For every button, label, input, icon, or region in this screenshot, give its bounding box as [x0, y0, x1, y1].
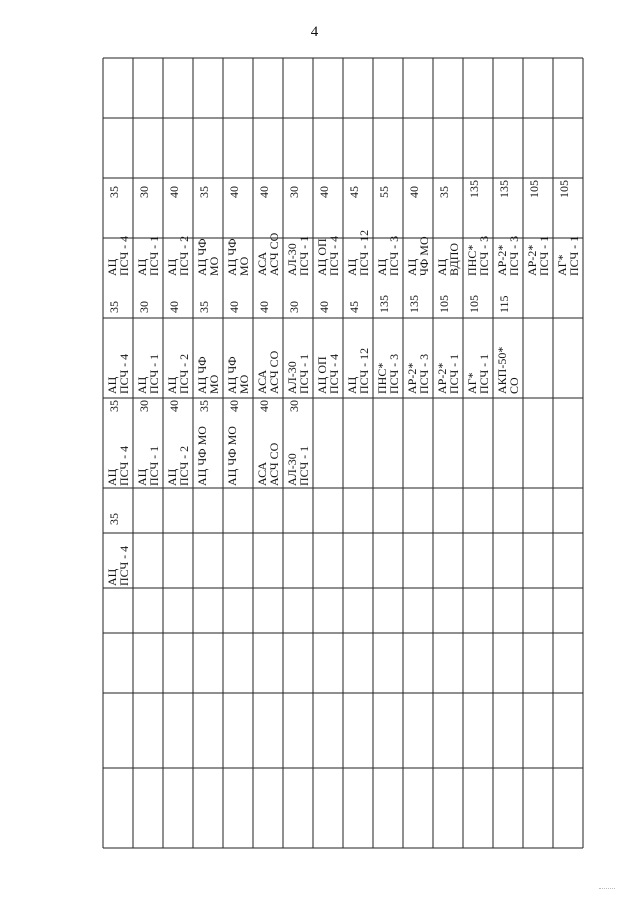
cell-label: АЦ ВДПО [435, 242, 461, 276]
cell-label: АСА АСЧ СО [255, 350, 281, 394]
cell-label: АЦ ПСЧ - 1 [135, 445, 161, 486]
page-number: 4 [310, 24, 319, 40]
cell-value: 105 [557, 180, 571, 198]
cell-label: АЦ ЧФ МО [195, 238, 221, 276]
cell-value: 30 [287, 400, 301, 412]
cell-value: 105 [527, 180, 541, 198]
cell-value: 40 [167, 400, 181, 412]
cell-value: 35 [107, 186, 121, 198]
cell-value: 35 [197, 400, 211, 412]
cell-label: АЦ ПСЧ - 1 [135, 353, 161, 394]
cell-label: АЦ ПСЧ - 4 [105, 545, 131, 586]
cell-label: АЦ ЧФ МО [225, 356, 251, 394]
cell-value: 40 [317, 186, 331, 198]
cell-label: АЦ ЧФ МО [405, 236, 431, 276]
cell-label: АКП-50* СО [495, 346, 521, 394]
cell-value: 35 [107, 400, 121, 412]
cell-label: АЦ ЧФ МО [225, 238, 251, 276]
cell-label: АЦ ЧФ МО [195, 426, 209, 486]
cell-value: 35 [107, 301, 121, 313]
cell-label: АР-2* ПСЧ - 3 [405, 353, 431, 394]
cell-value: 40 [257, 186, 271, 198]
cell-label: АЛ-30 ПСЧ - 1 [285, 353, 311, 394]
cell-label: АЛ-30 ПСЧ - 1 [285, 235, 311, 276]
cell-value: 40 [257, 301, 271, 313]
cell-label: ПНС* ПСЧ - 3 [375, 353, 401, 394]
cell-value: 105 [437, 295, 451, 313]
cell-value: 35 [107, 513, 121, 525]
cell-value: 55 [377, 186, 391, 198]
cell-label: АГ* ПСЧ - 1 [555, 235, 581, 276]
cell-label: АЦ ПСЧ - 12 [345, 229, 371, 276]
cell-value: 40 [227, 186, 241, 198]
cell-value: 135 [467, 180, 481, 198]
cell-label: ПНС* ПСЧ - 3 [465, 235, 491, 276]
cell-value: 40 [167, 301, 181, 313]
cell-value: 30 [287, 301, 301, 313]
cell-value: 45 [347, 186, 361, 198]
cell-label: АЦ ЧФ МО [195, 356, 221, 394]
corner-mark [599, 888, 615, 892]
cell-label: АЦ ПСЧ - 2 [165, 353, 191, 394]
cell-value: 35 [437, 186, 451, 198]
cell-label: АЦ ПСЧ - 4 [105, 445, 131, 486]
cell-value: 135 [377, 295, 391, 313]
cell-label: АГ* ПСЧ - 1 [465, 353, 491, 394]
cell-label: АЦ ПСЧ - 4 [105, 353, 131, 394]
cell-label: АР-2* ПСЧ - 1 [435, 353, 461, 394]
cell-value: 115 [497, 295, 511, 313]
cell-value: 105 [467, 295, 481, 313]
cell-value: 30 [287, 186, 301, 198]
cell-value: 30 [137, 301, 151, 313]
cell-label: АСА АСЧ СО [255, 232, 281, 276]
cell-label: АЦ ПСЧ - 4 [105, 235, 131, 276]
cell-value: 30 [137, 400, 151, 412]
cell-label: АЦ ПСЧ - 2 [165, 445, 191, 486]
cell-label: АЛ-30 ПСЧ - 1 [285, 445, 311, 486]
cell-label: АСА АСЧ СО [255, 442, 281, 486]
cell-value: 40 [227, 301, 241, 313]
cell-value: 45 [347, 301, 361, 313]
cell-value: 40 [257, 400, 271, 412]
cell-label: АЦ ОП ПСЧ - 4 [315, 235, 341, 276]
cell-label: АЦ ПСЧ - 3 [375, 235, 401, 276]
cell-value: 35 [197, 186, 211, 198]
cell-label: АЦ ПСЧ - 1 [135, 235, 161, 276]
cell-label: АР-2* ПСЧ - 3 [495, 235, 521, 276]
cell-value: 40 [407, 186, 421, 198]
cell-label: АЦ ЧФ МО [225, 426, 239, 486]
cell-value: 30 [137, 186, 151, 198]
cell-label: АЦ ПСЧ - 12 [345, 347, 371, 394]
cell-label: АЦ ОП ПСЧ - 4 [315, 353, 341, 394]
cell-value: 35 [197, 301, 211, 313]
cell-value: 40 [227, 400, 241, 412]
cell-value: 40 [167, 186, 181, 198]
cell-value: 135 [497, 180, 511, 198]
cell-label: АЦ ПСЧ - 2 [165, 235, 191, 276]
cell-value: 135 [407, 295, 421, 313]
cell-label: АР-2* ПСЧ - 1 [525, 235, 551, 276]
cell-value: 40 [317, 301, 331, 313]
